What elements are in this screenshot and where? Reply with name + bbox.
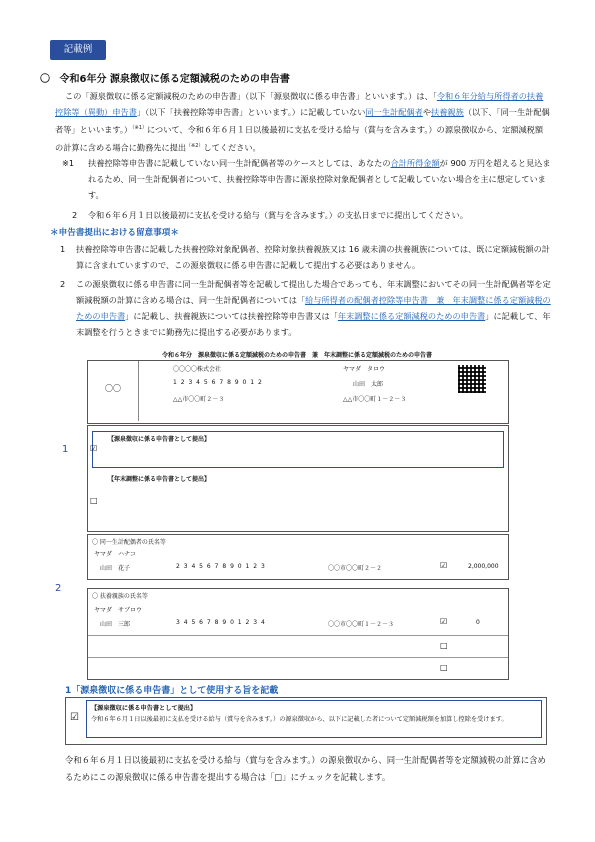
caution-mark: 2 [60, 279, 66, 289]
note-2 [72, 207, 552, 223]
dependent-check[interactable]: ☑ [440, 617, 448, 626]
example-checkbox[interactable]: ☑ [70, 712, 79, 723]
caution-text: この源泉徴収に係る申告書に同一生計配偶者等を記載して提出した場合であっても、年末調整においてその同一生計配偶者等を定額減税額の計算に含める場合は、同一生計配偶者については「 [76, 279, 551, 305]
checkbox-source[interactable]: ☑ [90, 444, 98, 453]
note-text: が 900 万円を超えると見込まれるため、同一生計配偶者について、扶養控除等申告書に源泉控除対象配偶者として記載していない場合を主に想定しています。 [88, 158, 551, 200]
note-mark: ※1 [62, 158, 75, 168]
spouse-name: 山田 花子 [100, 565, 131, 572]
intro-text: してください。 [203, 142, 261, 153]
title-text: 令和6年分 源泉徴収に係る定額減税のための申告書 [59, 74, 290, 85]
spouse-address: 〇〇市〇〇町２－２ [328, 565, 383, 572]
office-cell [88, 361, 139, 421]
spouse-section [87, 534, 509, 580]
title-circle-mark: 〇 [40, 74, 50, 85]
office-name: 〇〇 [105, 384, 121, 393]
spouse-number: 2 3 4 5 6 7 8 9 0 1 2 3 [176, 563, 266, 570]
note-1 [62, 155, 552, 203]
dependent-section [87, 588, 509, 680]
spouse-heading: 〇 同一生計配偶者の氏名等 [92, 539, 166, 546]
dependent-kana: ヤマダ サブロウ [94, 607, 143, 614]
section-b-title: 【年末調整に係る申告書として提出】 [108, 476, 211, 483]
example-line-1: 【源泉徴収に係る申告書として提出】 [91, 705, 197, 712]
dependent-check-3[interactable]: □ [440, 663, 448, 672]
caution-mark: 1 [60, 244, 66, 254]
dependent-name: 山田 三郎 [100, 621, 131, 628]
dependent-number: 3 4 5 6 7 8 9 0 1 2 3 4 [176, 619, 266, 626]
intro-text: （以下、「同一生計配偶者等」といいます。） [55, 107, 550, 135]
caution-2 [60, 276, 552, 340]
section-usage-title: 1「源泉徴収に係る申告書」として使用する旨を記載 [65, 686, 279, 696]
note-text: 扶養控除等申告書に記載していない同一生計配偶者等のケースとしては、あなたの [88, 158, 391, 168]
link-fuyou-koujo[interactable]: 令和６年分給与所得者の扶養控除等（異動）申告書 [55, 91, 544, 117]
caution-heading: ＊申告書提出における留意事項＊ [50, 228, 179, 238]
intro-text: この「源泉徴収に係る定額減税のための申告書」（以下「源泉徴収に係る申告書」といいます。）は、「 [65, 91, 437, 101]
corp-number: 1 2 3 4 5 6 7 8 9 0 1 2 [173, 379, 263, 386]
callout-1: 1 [62, 444, 69, 455]
intro-text: について、令和６年６月１日以後最初に支払を受ける給与（賞与を含みます。）の源泉徴収から、定額減税額の計算に含める場合に勤務先に提出 [55, 124, 544, 153]
dependent-income: 0 [476, 619, 480, 626]
dependent-check-2[interactable]: □ [440, 641, 448, 650]
company-address: △△市〇〇町２－３ [173, 396, 225, 403]
form-title: 令和６年分 源泉徴収に係る定額減税のための申告書 兼 年末調整に係る定額減税のための申告書 [161, 352, 432, 359]
note-mark: 2 [72, 210, 78, 220]
caution-text: 扶養控除等申告書に記載した扶養控除対象配偶者、控除対象扶養親族又は 16 歳未満の扶養親族については、既に定額減税額の計算に含まれていますので、この源泉徴収に係る申告書に記載して提出する必要はありません。 [76, 244, 550, 270]
qr-code-icon [458, 365, 486, 393]
applicant-name: 山田 太郎 [353, 381, 384, 388]
example-highlight [86, 700, 542, 738]
form-header [87, 360, 509, 424]
caution-text: 」に記載して、年末調整を行うときまでに勤務先に提出する必要があります。 [76, 311, 551, 337]
section-a-title: 【源泉徴収に係る申告書として提出】 [108, 436, 211, 443]
checkbox-yearend[interactable]: □ [90, 496, 98, 505]
footnote-ref: （※1） [132, 125, 147, 131]
example-declaration-box [65, 697, 547, 745]
applicant-kana: ヤマダ タロウ [343, 366, 386, 373]
example-line-2: 令和６年６月１日以後最初に支払を受ける給与（賞与を含みます。）の源泉徴収から、以下に記載した者について定額減税額を加算し控除を受けます。 [91, 716, 508, 723]
page-title [40, 70, 290, 85]
footer-paragraph: 令和６年６月１日以後最初に支払を受ける給与（賞与を含みます。）の源泉徴収から、同一生計配偶者等を定額減税の計算に含めるためにこの源泉徴収に係る申告書を提出する場合は「□」にチェックを記載します。 [65, 755, 546, 782]
link-goukei-shotoku[interactable]: 合計所得金額 [390, 158, 440, 168]
spouse-check[interactable]: ☑ [440, 561, 448, 570]
link-fuyou-shinzoku[interactable]: 扶養親族 [431, 107, 464, 117]
callout-2: 2 [55, 583, 62, 594]
note-text: 令和６年６月１日以後最初に支払を受ける給与（賞与を含みます。）の支払日までに提出してください。 [87, 210, 468, 220]
intro-text: や [422, 107, 432, 117]
intro-paragraph [55, 88, 550, 155]
intro-text: 」（以下「扶養控除等申告書」といいます。）に記載していない [136, 107, 366, 117]
caution-1 [60, 241, 552, 273]
declaration-section [87, 425, 509, 532]
dependent-heading: 〇 扶養親族の氏名等 [92, 593, 148, 600]
link-douitsu-seikei[interactable]: 同一生計配偶者 [365, 107, 423, 117]
caution-text: 」に記載し、扶養親族については扶養控除等申告書又は「 [125, 311, 338, 321]
company-name: 〇〇〇〇株式会社 [173, 366, 222, 373]
example-label: 記載例 [50, 40, 106, 60]
link-nenmatsu-chousei[interactable]: 年末調整に係る定額減税のための申告書 [337, 311, 486, 321]
spouse-kana: ヤマダ ハナコ [94, 551, 136, 558]
spouse-income: 2,000,000 [468, 563, 499, 570]
dependent-address: 〇〇市〇〇町１－２－３ [328, 621, 395, 628]
footnote-ref: （※2） [186, 142, 204, 149]
link-haigusha-koujo[interactable]: 給与所得者の配偶者控除等申告書 兼 年末調整に係る定額減税のための申告書 [76, 295, 551, 321]
applicant-address: △△市〇〇町１－２－３ [343, 396, 407, 403]
